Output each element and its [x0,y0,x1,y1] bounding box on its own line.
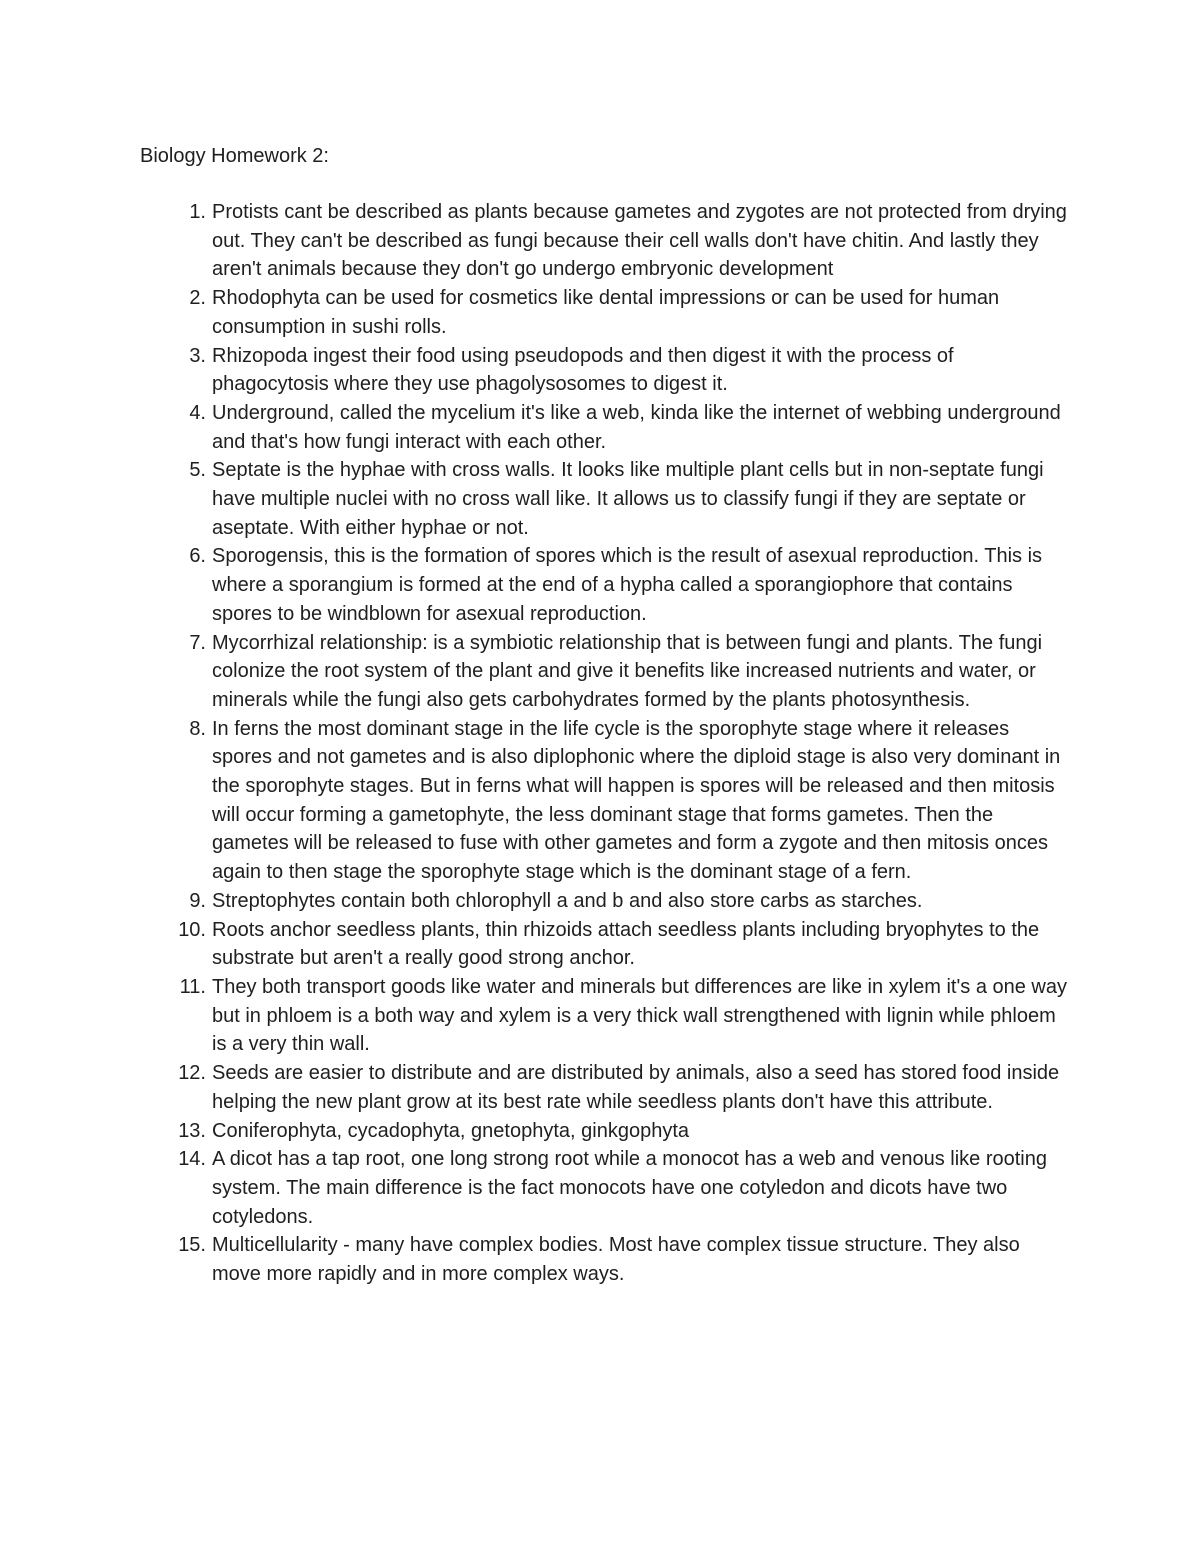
document-title: Biology Homework 2: [140,145,329,167]
item-number: 14. [178,1148,206,1171]
item-number: 3. [189,344,206,367]
list-item [140,916,1070,973]
item-text: Sporogensis, this is the formation of spores which is the result of asexual reproduction. This is where a sporangium is formed at the end of a hypha called a sporangiophore that contains spores to be windblown for asexual reproduction. [212,545,1043,625]
item-number: 7. [189,631,206,654]
item-number: 12. [178,1062,206,1085]
item-text: Seeds are easier to distribute and are distributed by animals, also a seed has stored food inside helping the new plant grow at its best rate while seedless plants don't have this attribute. [212,1062,1060,1113]
list-item [140,1059,1070,1116]
list-item [140,456,1070,542]
item-number: 10. [178,918,206,941]
item-number: 5. [189,459,206,482]
list-item [140,198,1070,284]
item-text: In ferns the most dominant stage in the life cycle is the sporophyte stage where it releases spores and not gametes and is also diplophonic where the diploid stage is also very dominant in the sporophyte stages. But in ferns what will happen is spores will be released and then mitosis will occur forming a gametophyte, the less dominant stage that forms gametes. Then the gametes will be released to fuse with other gametes and form a zygote and then mitosis onces again to then stage the sporophyte stage which is the dominant stage of a fern. [212,717,1061,884]
list-item [140,973,1070,1059]
list-item [140,342,1070,399]
list-item [140,715,1070,887]
item-text: Streptophytes contain both chlorophyll a and b and also store carbs as starches. [212,889,923,912]
list-item [140,887,1070,916]
item-text: Protists cant be described as plants because gametes and zygotes are not protected from drying out. They can't be described as fungi because their cell walls don't have chitin. And lastly they aren't animals because they don't go undergo embryonic development [212,201,1067,281]
item-text: A dicot has a tap root, one long strong root while a monocot has a web and venous like rooting system. The main difference is the fact monocots have one cotyledon and dicots have two cotyledons. [212,1148,1047,1228]
item-number: 1. [189,201,206,223]
item-text: Mycorrhizal relationship: is a symbiotic relationship that is between fungi and plants. The fungi colonize the root system of the plant and give it benefits like increased nutrients and water, or minerals while the fungi also gets carbohydrates formed by the plants photosynthesis. [212,631,1043,711]
list-item [140,284,1070,341]
list-item [140,542,1070,628]
item-number: 11. [179,975,206,998]
item-number: 13. [178,1119,206,1142]
item-text: Rhodophyta can be used for cosmetics like dental impressions or can be used for human consumption in sushi rolls. [212,287,1000,338]
item-number: 6. [189,545,206,568]
list-item [140,629,1070,715]
item-text: Coniferophyta, cycadophyta, gnetophyta, ginkgophyta [212,1119,689,1142]
item-number: 8. [189,717,206,740]
answer-list [140,198,1070,1289]
list-item [140,1231,1070,1288]
item-text: Roots anchor seedless plants, thin rhizoids attach seedless plants including bryophytes to the substrate but aren't a really good strong anchor. [212,918,1040,970]
item-number: 15. [178,1234,206,1257]
item-number: 9. [189,889,206,912]
list-item [140,1117,1070,1146]
list-item [140,1145,1070,1231]
item-text: Underground, called the mycelium it's like a web, kinda like the internet of webbing underground and that's how fungi interact with each other. [212,401,1061,453]
list-item [140,399,1070,456]
item-text: Multicellularity - many have complex bodies. Most have complex tissue structure. They also move more rapidly and in more complex ways. [212,1234,1020,1286]
item-text: They both transport goods like water and minerals but differences are like in xylem it's a one way but in phloem is a both way and xylem is a very thick wall strengthened with lignin while phloem is a very thin wall. [212,975,1067,1056]
item-number: 4. [189,401,206,424]
item-text: Septate is the hyphae with cross walls. It looks like multiple plant cells but in non-septate fungi have multiple nuclei with no cross wall like. It allows us to classify fungi if they are septate or aseptate. With either hyphae or not. [212,459,1044,539]
item-number: 2. [189,287,206,310]
item-text: Rhizopoda ingest their food using pseudopods and then digest it with the process of phagocytosis where they use phagolysosomes to digest it. [212,344,954,396]
